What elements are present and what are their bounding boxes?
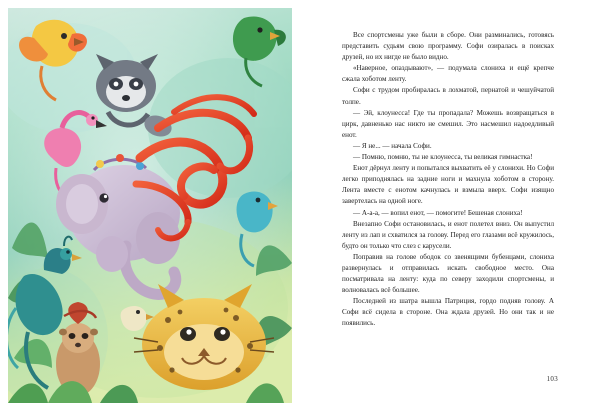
paragraph: — Эй, клоунесса! Где ты пропадала? Можешь возвращаться в цирк, давненько нас никто не смешил. Это насмешил надоедливый енот. <box>342 108 554 139</box>
paragraph: Енот дёрнул ленту и попытался выхватить её у слонихи. Но Софи легко приподнялась на задние ноги и махнула хоботом в сторону. Лента вместе с енотом качнулась и взмыла вверх. Софи изящно завертелась на одной ноге. <box>342 164 554 206</box>
paragraph: Поправив на голове ободок со звенящими бубенцами, слониха развернулась и отправилась искать свободное место. Она посматривала на ленту: куда по северу заходили спортсмены, и волновалась всё большее. <box>342 252 554 295</box>
paragraph: Внезапно Софи остановилась, и енот полетел вниз. Он выпустил ленту из лап и схватился за голову. Перед его глазами всё кружилось, будто он только что слез с карусели. <box>342 219 554 250</box>
illustration-canvas <box>8 8 292 403</box>
body-text-column <box>342 30 554 330</box>
paragraph: Софи с трудом пробиралась в лохматой, пернатой и чешуйчатой толпе. <box>342 86 554 106</box>
right-page <box>300 0 600 411</box>
page-number: 103 <box>546 375 558 383</box>
paragraph: Последней из шатра вышла Патриция, гордо подняв голову. А Софи всё сидела в стороне. Она ждала друзей. Но они так и не появились. <box>342 297 554 328</box>
paragraph: Все спортсмены уже были в сборе. Они разминались, готовясь представить судьям свою программу. Софи озиралась в поисках друзей, но их нигде не было видно. <box>342 31 554 62</box>
circus-animals-illustration <box>8 8 292 403</box>
paragraph: — Помню, помню, ты не клоунесса, ты великая гимнастка! <box>353 153 533 162</box>
paragraph: «Наверное, опаздывают», — подумала слониха и ещё крепче сжала хоботом ленту. <box>342 64 554 84</box>
paragraph: — А-а-а, — вопил енот, — помогите! Бешеная слониха! <box>353 208 523 217</box>
paragraph: — Я не... — начала Софи. <box>353 141 432 150</box>
